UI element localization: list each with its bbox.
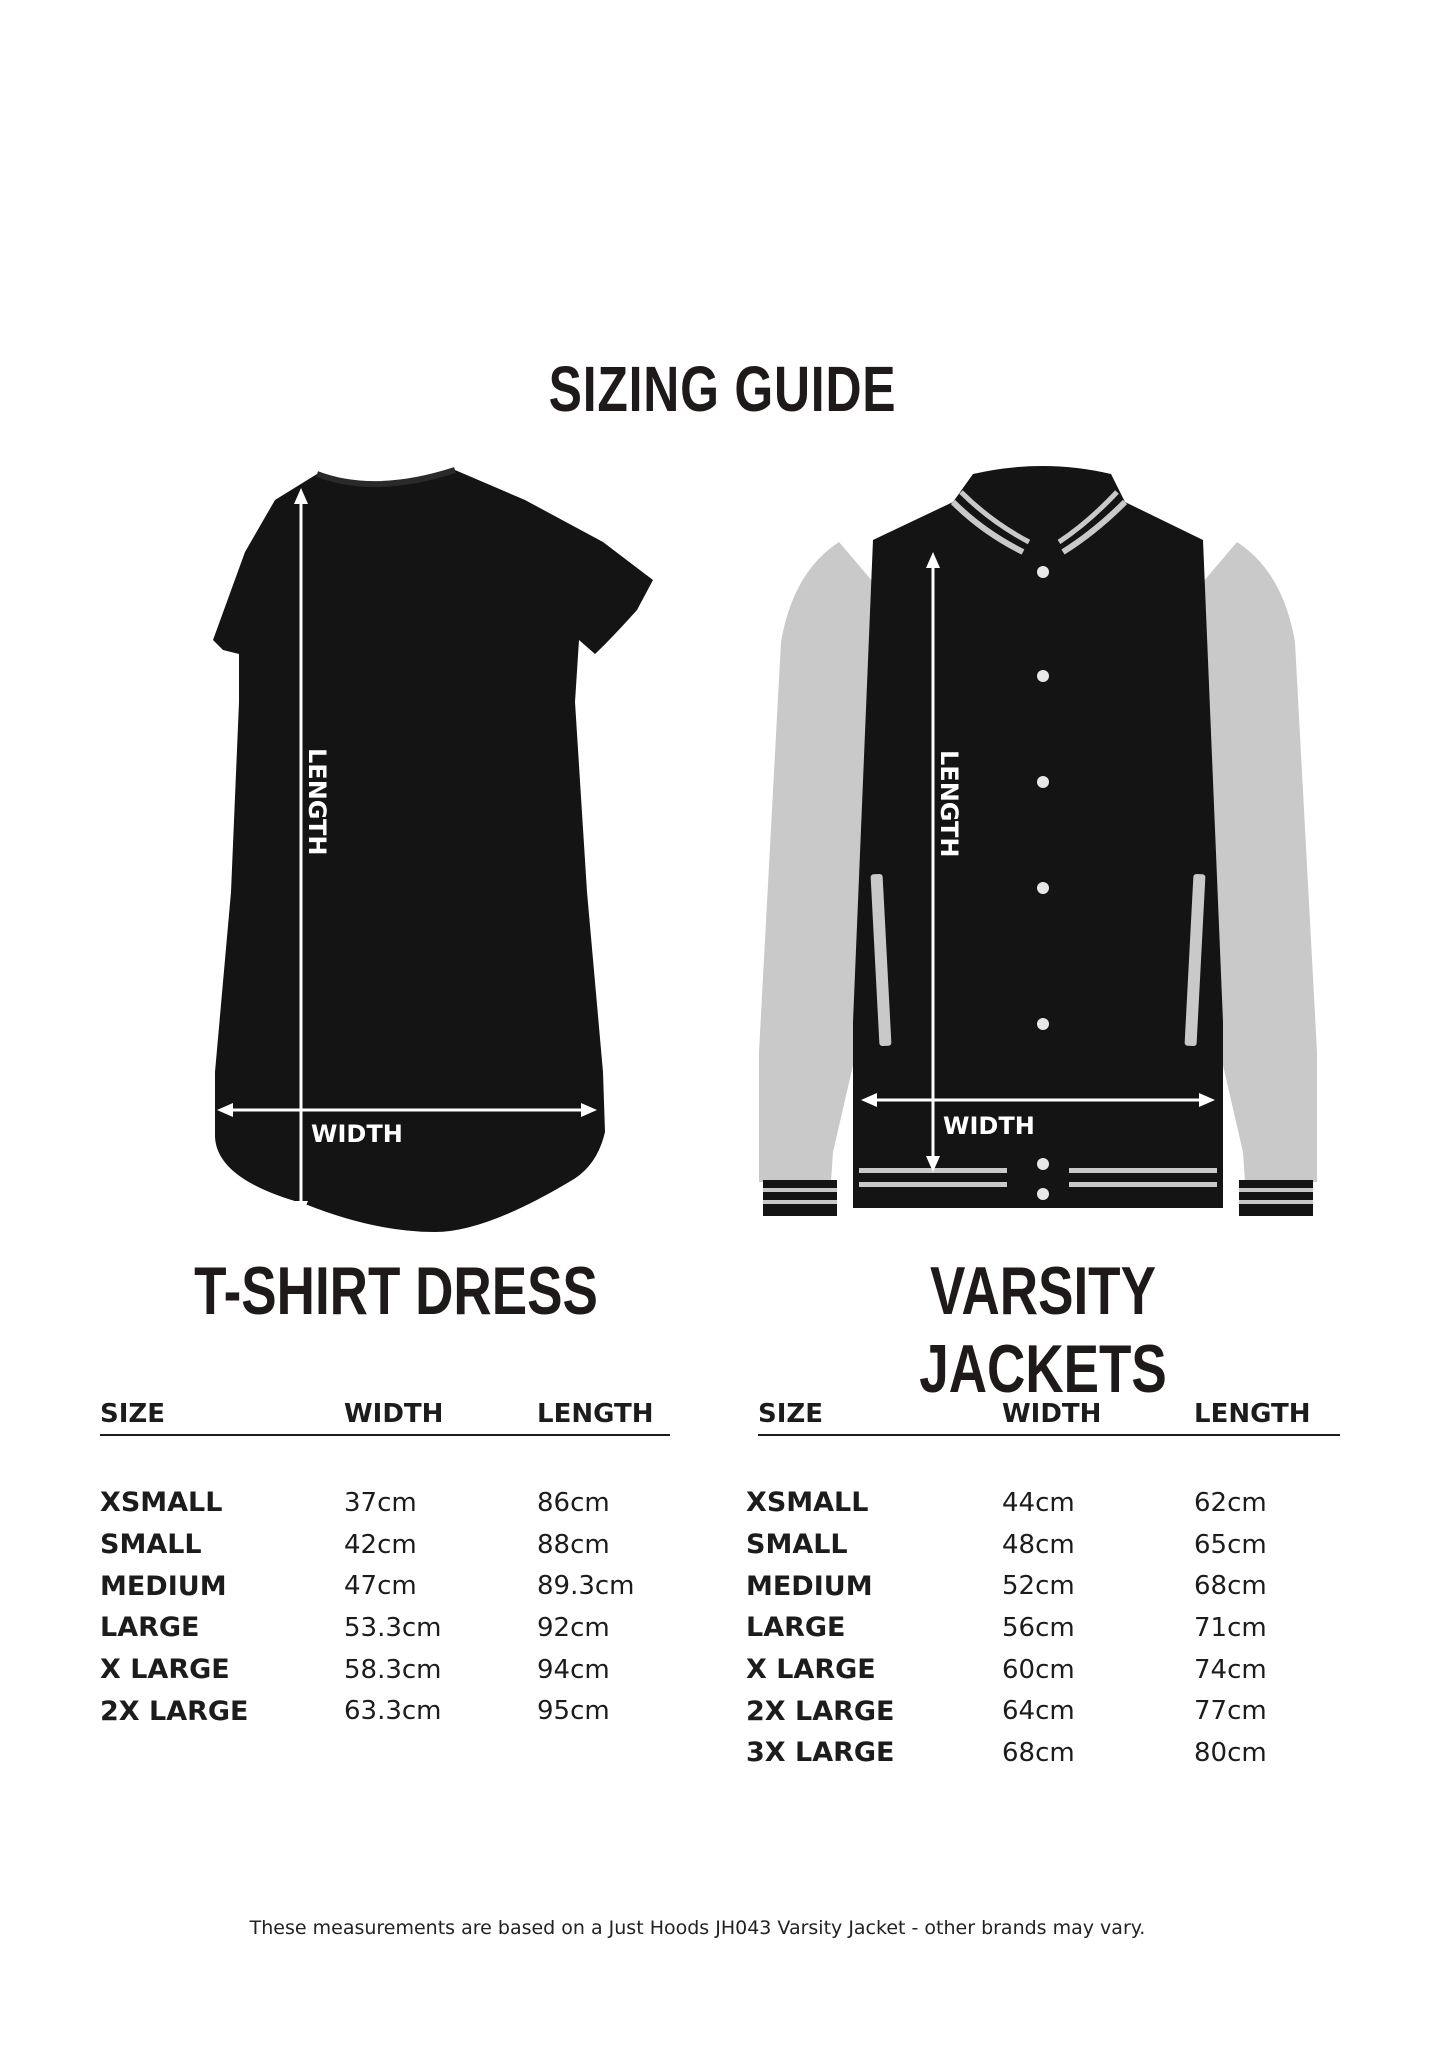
cell-length: 80cm [1194, 1737, 1267, 1768]
jacket-size-table [746, 1394, 1340, 1774]
cell-size: LARGE [746, 1612, 846, 1644]
dress-title: T-SHIRT DRESS [194, 1253, 598, 1329]
dress-width-label: WIDTH [311, 1120, 403, 1148]
table-header [758, 1394, 1340, 1436]
cell-length: 88cm [537, 1529, 610, 1560]
cell-size: MEDIUM [746, 1570, 873, 1602]
cell-size: SMALL [100, 1529, 202, 1561]
button-icon [1037, 1188, 1049, 1200]
cell-size: X LARGE [746, 1654, 876, 1686]
table-row [100, 1649, 670, 1691]
table-row [100, 1607, 670, 1649]
button-icon [1037, 1158, 1049, 1170]
length-header: LENGTH [1194, 1399, 1311, 1429]
footnote: These measurements are based on a Just Hoods JH043 Varsity Jacket - other brands may vary. [249, 1917, 1146, 1939]
cell-size: 2X LARGE [746, 1695, 895, 1727]
button-icon [1037, 1018, 1049, 1030]
cell-length: 89.3cm [537, 1571, 635, 1602]
table-row [746, 1524, 1340, 1566]
table-row [746, 1565, 1340, 1607]
width-header: WIDTH [344, 1399, 444, 1429]
cell-width: 56cm [1002, 1612, 1075, 1643]
cell-width: 68cm [1002, 1737, 1075, 1768]
cell-width: 42cm [344, 1529, 417, 1560]
cell-length: 86cm [537, 1487, 610, 1518]
length-header: LENGTH [537, 1399, 654, 1429]
cell-width: 63.3cm [344, 1696, 442, 1727]
cell-width: 48cm [1002, 1529, 1075, 1560]
cell-size: XSMALL [746, 1487, 869, 1519]
cell-length: 94cm [537, 1654, 610, 1685]
size-header: SIZE [758, 1399, 824, 1429]
width-header: WIDTH [1002, 1399, 1102, 1429]
table-row [100, 1690, 670, 1732]
button-icon [1037, 776, 1049, 788]
page-title: SIZING GUIDE [548, 353, 897, 425]
jacket-title: VARSITY JACKETS [919, 1253, 1167, 1407]
cell-width: 37cm [344, 1487, 417, 1518]
tshirt-dress-image [205, 462, 665, 1242]
table-header [100, 1394, 670, 1436]
cell-size: MEDIUM [100, 1570, 227, 1602]
table-row [746, 1732, 1340, 1774]
dress-length-label: LENGTH [303, 748, 331, 856]
cell-length: 68cm [1194, 1571, 1267, 1602]
cell-size: SMALL [746, 1529, 848, 1561]
cell-length: 92cm [537, 1612, 610, 1643]
size-header: SIZE [100, 1399, 166, 1429]
varsity-jacket-image [753, 462, 1323, 1242]
cell-width: 60cm [1002, 1654, 1075, 1685]
cell-length: 62cm [1194, 1487, 1267, 1518]
table-row [746, 1482, 1340, 1524]
cell-width: 47cm [344, 1571, 417, 1602]
cell-length: 74cm [1194, 1654, 1267, 1685]
cell-length: 71cm [1194, 1612, 1267, 1643]
cell-length: 95cm [537, 1696, 610, 1727]
cell-length: 77cm [1194, 1696, 1267, 1727]
dress-size-table [100, 1394, 670, 1732]
table-row [100, 1482, 670, 1524]
cell-width: 52cm [1002, 1571, 1075, 1602]
jacket-width-label: WIDTH [943, 1112, 1035, 1140]
cell-size: XSMALL [100, 1487, 223, 1519]
button-icon [1037, 670, 1049, 682]
cell-size: 3X LARGE [746, 1737, 895, 1769]
cell-size: 2X LARGE [100, 1695, 249, 1727]
table-row [746, 1607, 1340, 1649]
table-row [746, 1649, 1340, 1691]
cell-size: LARGE [100, 1612, 200, 1644]
cell-width: 53.3cm [344, 1612, 442, 1643]
table-row [100, 1524, 670, 1566]
button-icon [1037, 882, 1049, 894]
cell-width: 44cm [1002, 1487, 1075, 1518]
cell-length: 65cm [1194, 1529, 1267, 1560]
table-row [746, 1690, 1340, 1732]
table-row [100, 1565, 670, 1607]
button-icon [1037, 566, 1049, 578]
jacket-length-label: LENGTH [935, 750, 963, 858]
cell-size: X LARGE [100, 1654, 230, 1686]
cell-width: 64cm [1002, 1696, 1075, 1727]
cell-width: 58.3cm [344, 1654, 442, 1685]
